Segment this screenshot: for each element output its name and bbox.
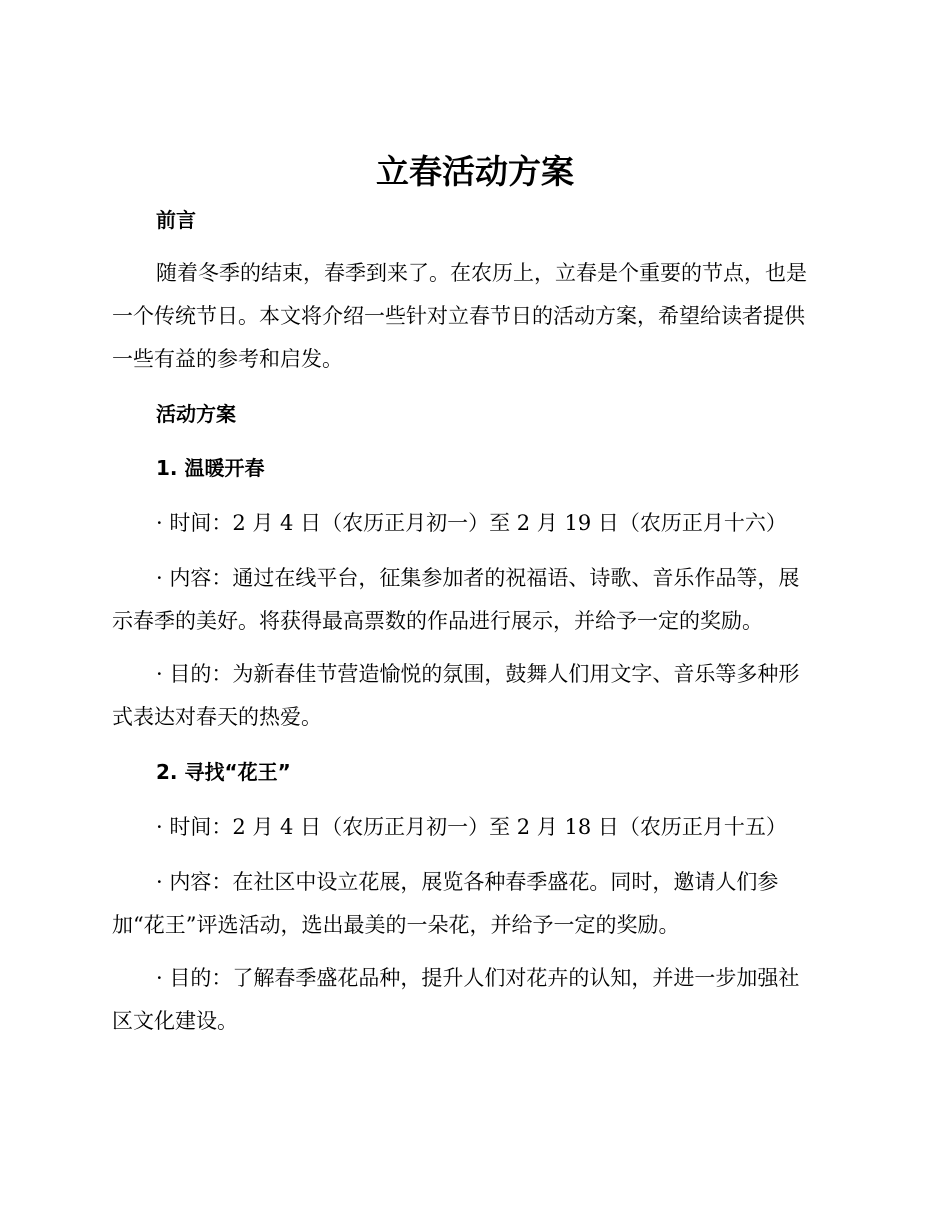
document-title: 立春活动方案: [376, 152, 574, 191]
activity1-purpose-line: 式表达对春天的热爱。: [112, 705, 322, 729]
activity2-content-line: 加“花王”评选活动，选出最美的一朵花，并给予一定的奖励。: [112, 913, 680, 937]
activity2-purpose-line: · 目的：了解春季盛花品种，提升人们对花卉的认知，并进一步加强社: [156, 966, 800, 990]
activity1-purpose: [112, 653, 832, 739]
activity2-time-line: · 时间：2 月 4 日（农历正月初一）至 2 月 18 日（农历正月十五）: [156, 815, 787, 839]
activity1-content-line: · 内容：通过在线平台，征集参加者的祝福语、诗歌、音乐作品等，展: [156, 566, 800, 590]
activity2-purpose-line: 区文化建设。: [112, 1009, 238, 1033]
activity2-purpose: [112, 957, 832, 1043]
activity2-time: [112, 806, 832, 849]
preface-paragraph: [112, 252, 832, 381]
activity2-content-line: · 内容：在社区中设立花展，展览各种春季盛花。同时，邀请人们参: [156, 870, 779, 894]
plan-heading: 活动方案: [156, 402, 236, 426]
activity1-heading: 1. 温暖开春: [156, 456, 265, 480]
activity1-content-line: 示春季的美好。将获得最高票数的作品进行展示，并给予一定的奖励。: [112, 609, 763, 633]
preface-line: 随着冬季的结束，春季到来了。在农历上，立春是个重要的节点，也是: [156, 261, 807, 285]
activity2-content: [112, 861, 832, 947]
activity1-time-line: · 时间：2 月 4 日（农历正月初一）至 2 月 19 日（农历正月十六）: [156, 511, 787, 535]
preface-heading: 前言: [156, 208, 196, 232]
activity1-purpose-line: · 目的：为新春佳节营造愉悦的氛围，鼓舞人们用文字、音乐等多种形: [156, 662, 800, 686]
preface-line: 一个传统节日。本文将介绍一些针对立春节日的活动方案，希望给读者提供: [112, 304, 805, 328]
activity1-content: [112, 557, 832, 643]
activity2-heading: 2. 寻找“花王”: [156, 760, 291, 784]
preface-line: 一些有益的参考和启发。: [112, 347, 343, 371]
activity1-time: [112, 502, 832, 545]
